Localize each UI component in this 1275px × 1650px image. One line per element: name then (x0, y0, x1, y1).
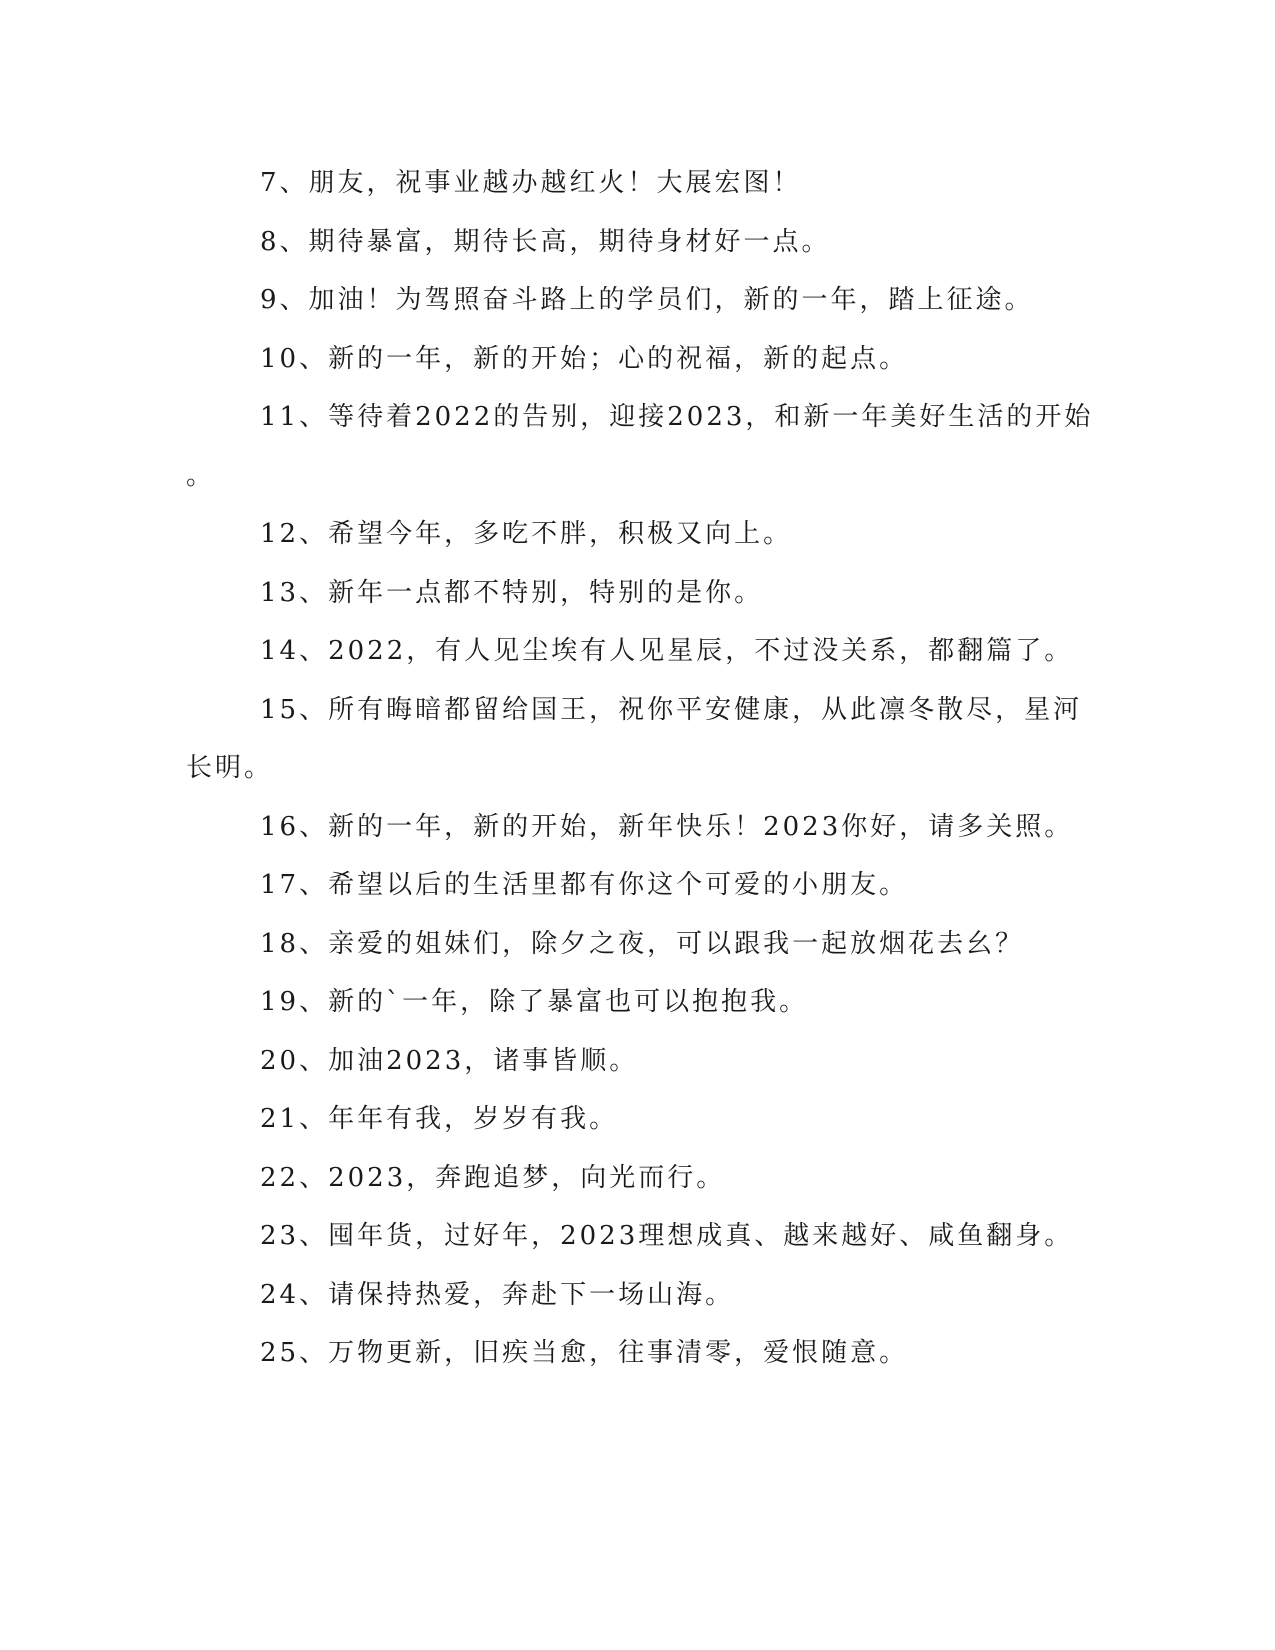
text-line-13: 13、新年一点都不特别，特别的是你。 (260, 578, 764, 608)
text-line-17: 17、希望以后的生活里都有你这个可爱的小朋友。 (260, 870, 909, 900)
text-line-18: 18、亲爱的姐妹们，除夕之夜，可以跟我一起放烟花去幺？ (260, 929, 1025, 959)
text-line-7: 7、朋友，祝事业越办越红火！大展宏图！ (260, 168, 802, 198)
text-line-23: 23、囤年货，过好年，2023理想成真、越来越好、咸鱼翻身。 (260, 1221, 1074, 1251)
text-line-12: 12、希望今年，多吃不胖，积极又向上。 (260, 519, 793, 549)
text-line-22: 22、2023，奔跑追梦，向光而行。 (260, 1163, 726, 1193)
text-line-20: 20、加油2023，诸事皆顺。 (260, 1046, 639, 1076)
text-line-10: 10、新的一年，新的开始；心的祝福，新的起点。 (260, 344, 909, 374)
text-line-19: 19、新的`一年，除了暴富也可以抱抱我。 (260, 987, 809, 1017)
text-line-24: 24、请保持热爱，奔赴下一场山海。 (260, 1280, 735, 1310)
text-line-9: 9、加油！为驾照奋斗路上的学员们，新的一年，踏上征途。 (260, 285, 1034, 315)
text-line-16: 16、新的一年，新的开始，新年快乐！2023你好，请多关照。 (260, 812, 1074, 842)
text-line-15-continued: 长明。 (186, 753, 274, 783)
text-line-25: 25、万物更新，旧疾当愈，往事清零，爱恨随意。 (260, 1338, 909, 1368)
text-line-21: 21、年年有我，岁岁有我。 (260, 1104, 619, 1134)
text-line-11-continued: 。 (186, 461, 216, 491)
text-line-8: 8、期待暴富，期待长高，期待身材好一点。 (260, 227, 831, 257)
text-line-14: 14、2022，有人见尘埃有人见星辰，不过没关系，都翻篇了。 (260, 636, 1074, 666)
text-line-15: 15、所有晦暗都留给国王，祝你平安健康，从此凛冬散尽，星河 (260, 695, 1083, 725)
text-line-11: 11、等待着2022的告别，迎接2023，和新一年美好生活的开始 (260, 402, 1094, 432)
